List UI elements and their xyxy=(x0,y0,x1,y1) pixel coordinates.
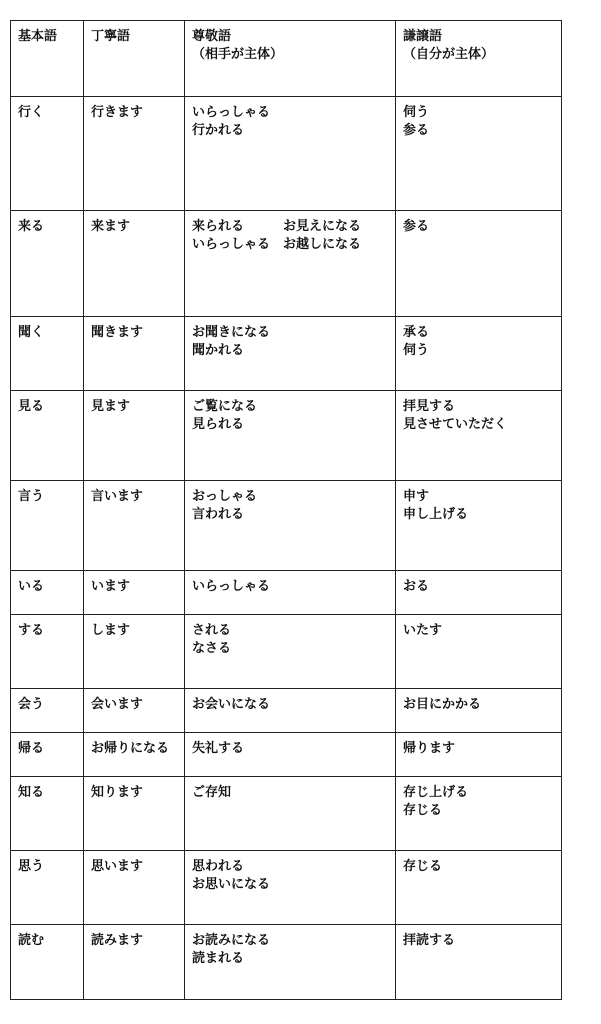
respectful-text: 失礼する xyxy=(192,741,245,756)
polite-text: 言います xyxy=(91,489,144,504)
table-row xyxy=(11,211,562,317)
cell-humble xyxy=(396,391,562,481)
cell-base xyxy=(11,571,84,615)
respectful-text: いらっしゃる お越しになる xyxy=(192,237,362,252)
table-row xyxy=(11,851,562,925)
cell-respectful xyxy=(185,21,396,97)
polite-text: 読みます xyxy=(91,933,144,948)
polite-text: 来ます xyxy=(91,219,131,234)
polite-text: 行きます xyxy=(91,105,144,120)
cell-base xyxy=(11,97,84,211)
respectful-text: お聞きになる xyxy=(192,325,271,340)
base-text: 聞く xyxy=(18,325,45,340)
base-text: する xyxy=(18,623,45,638)
polite-text: 会います xyxy=(91,697,144,712)
table-row xyxy=(11,733,562,777)
humble-text: 参る xyxy=(403,219,430,234)
cell-polite xyxy=(84,571,185,615)
humble-text: お目にかかる xyxy=(403,697,482,712)
cell-polite xyxy=(84,689,185,733)
cell-humble xyxy=(396,21,562,97)
base-text: 思う xyxy=(18,859,45,874)
humble-text: 伺う xyxy=(403,343,430,358)
cell-respectful xyxy=(185,481,396,571)
polite-text: 丁寧語 xyxy=(91,29,131,44)
cell-polite xyxy=(84,777,185,851)
polite-text: います xyxy=(91,579,131,594)
respectful-text: 尊敬語 xyxy=(192,29,232,44)
keigo-table-body xyxy=(11,21,562,1000)
table-row xyxy=(11,689,562,733)
polite-text: 聞きます xyxy=(91,325,144,340)
table-row xyxy=(11,777,562,851)
cell-polite xyxy=(84,211,185,317)
respectful-text: いらっしゃる xyxy=(192,579,271,594)
base-text: 会う xyxy=(18,697,45,712)
polite-text: 知ります xyxy=(91,785,144,800)
cell-base xyxy=(11,851,84,925)
polite-text: お帰りになる xyxy=(91,741,170,756)
respectful-text: 聞かれる xyxy=(192,343,245,358)
cell-base xyxy=(11,481,84,571)
respectful-text: いらっしゃる xyxy=(192,105,271,120)
base-text: 読む xyxy=(18,933,45,948)
cell-base xyxy=(11,733,84,777)
cell-humble xyxy=(396,851,562,925)
cell-respectful xyxy=(185,391,396,481)
cell-base xyxy=(11,925,84,1000)
respectful-text: 読まれる xyxy=(192,951,245,966)
cell-respectful xyxy=(185,615,396,689)
respectful-text: ご覧になる xyxy=(192,399,258,414)
humble-text: おる xyxy=(403,579,430,594)
cell-respectful xyxy=(185,571,396,615)
base-text: 言う xyxy=(18,489,45,504)
respectful-text: 思われる xyxy=(192,859,245,874)
cell-humble xyxy=(396,211,562,317)
respectful-text: お会いになる xyxy=(192,697,271,712)
respectful-text: （相手が主体） xyxy=(192,47,284,62)
cell-polite xyxy=(84,851,185,925)
cell-polite xyxy=(84,615,185,689)
respectful-text: 来られる お見えになる xyxy=(192,219,362,234)
cell-humble xyxy=(396,97,562,211)
cell-polite xyxy=(84,733,185,777)
cell-base xyxy=(11,391,84,481)
cell-base xyxy=(11,689,84,733)
humble-text: 存じる xyxy=(403,859,443,874)
cell-humble xyxy=(396,925,562,1000)
base-text: 見る xyxy=(18,399,45,414)
cell-humble xyxy=(396,689,562,733)
polite-text: 思います xyxy=(91,859,144,874)
humble-text: 申し上げる xyxy=(403,507,469,522)
cell-polite xyxy=(84,481,185,571)
cell-respectful xyxy=(185,777,396,851)
cell-humble xyxy=(396,571,562,615)
table-row xyxy=(11,317,562,391)
cell-base xyxy=(11,777,84,851)
cell-respectful xyxy=(185,925,396,1000)
humble-text: 拝読する xyxy=(403,933,456,948)
respectful-text: なさる xyxy=(192,641,232,656)
cell-base xyxy=(11,615,84,689)
humble-text: （自分が主体） xyxy=(403,47,495,62)
table-row xyxy=(11,925,562,1000)
cell-respectful xyxy=(185,211,396,317)
table-row xyxy=(11,481,562,571)
table-row xyxy=(11,571,562,615)
respectful-text: お読みになる xyxy=(192,933,271,948)
respectful-text: おっしゃる xyxy=(192,489,258,504)
base-text: 行く xyxy=(18,105,45,120)
keigo-table xyxy=(10,20,562,1000)
base-text: 知る xyxy=(18,785,45,800)
humble-text: 伺う xyxy=(403,105,430,120)
humble-text: いたす xyxy=(403,623,443,638)
humble-text: 帰ります xyxy=(403,741,456,756)
cell-polite xyxy=(84,317,185,391)
base-text: いる xyxy=(18,579,45,594)
cell-polite xyxy=(84,21,185,97)
humble-text: 申す xyxy=(403,489,430,504)
respectful-text: される xyxy=(192,623,232,638)
header-row xyxy=(11,21,562,97)
respectful-text: お思いになる xyxy=(192,877,271,892)
cell-base xyxy=(11,211,84,317)
cell-respectful xyxy=(185,851,396,925)
cell-polite xyxy=(84,97,185,211)
base-text: 帰る xyxy=(18,741,45,756)
cell-base xyxy=(11,21,84,97)
polite-text: します xyxy=(91,623,131,638)
cell-base xyxy=(11,317,84,391)
cell-humble xyxy=(396,481,562,571)
table-row xyxy=(11,615,562,689)
cell-respectful xyxy=(185,317,396,391)
cell-respectful xyxy=(185,733,396,777)
table-row xyxy=(11,391,562,481)
humble-text: 承る xyxy=(403,325,430,340)
humble-text: 参る xyxy=(403,123,430,138)
cell-polite xyxy=(84,391,185,481)
humble-text: 見させていただく xyxy=(403,417,508,432)
humble-text: 存じる xyxy=(403,803,443,818)
cell-humble xyxy=(396,615,562,689)
table-row xyxy=(11,97,562,211)
polite-text: 見ます xyxy=(91,399,131,414)
cell-humble xyxy=(396,777,562,851)
base-text: 基本語 xyxy=(18,29,58,44)
respectful-text: 行かれる xyxy=(192,123,245,138)
cell-respectful xyxy=(185,97,396,211)
cell-respectful xyxy=(185,689,396,733)
respectful-text: 言われる xyxy=(192,507,245,522)
cell-polite xyxy=(84,925,185,1000)
base-text: 来る xyxy=(18,219,45,234)
humble-text: 謙譲語 xyxy=(403,29,443,44)
humble-text: 拝見する xyxy=(403,399,456,414)
cell-humble xyxy=(396,317,562,391)
respectful-text: 見られる xyxy=(192,417,245,432)
respectful-text: ご存知 xyxy=(192,785,232,800)
humble-text: 存じ上げる xyxy=(403,785,469,800)
cell-humble xyxy=(396,733,562,777)
